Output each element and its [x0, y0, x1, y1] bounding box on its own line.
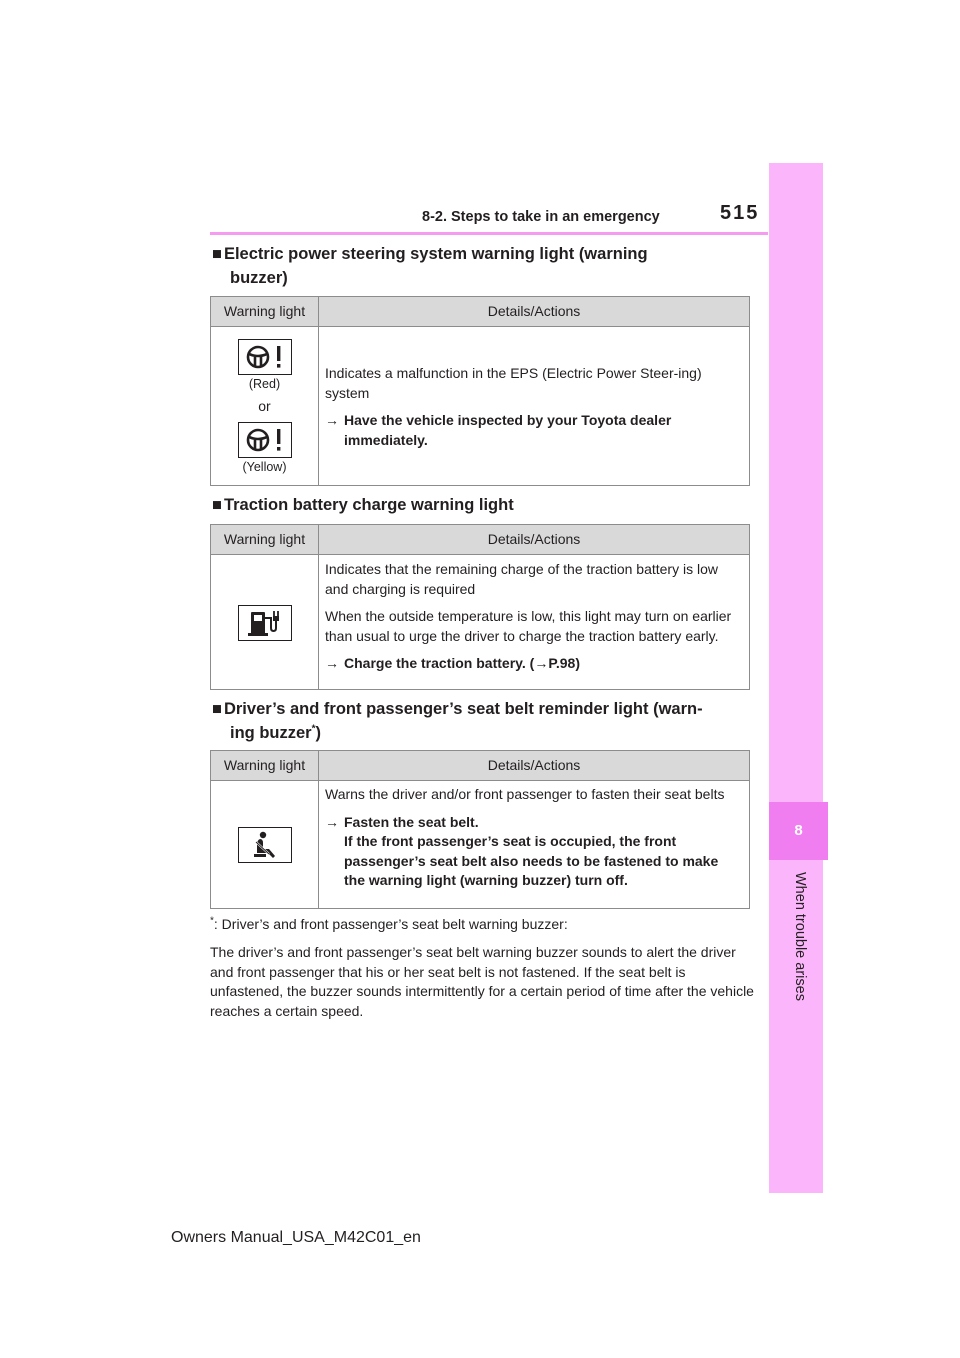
seatbelt-details-cell — [319, 781, 749, 909]
section-title: 8-2. Steps to take in an emergency — [422, 209, 660, 225]
col-details-actions: Details/Actions — [487, 303, 581, 319]
footnote-mark: * — [210, 915, 214, 927]
battery-icon-cell — [211, 555, 319, 690]
seatbelt-description: Warns the driver and/or front passenger to fasten their seat belts — [325, 786, 725, 802]
footnote-paragraph: The driver’s and front passenger’s seat belt warning buzzer sounds to alert the driver and front passenger that his or her seat belt is not fastened. If the seat belt is unfastened, the buzzer sounds intermittently for a certain period of time after the vehicle reaches a certain speed. — [210, 944, 754, 1019]
or-label: or — [258, 398, 271, 414]
battery-action — [325, 654, 743, 674]
col-warning-light: Warning light — [211, 751, 319, 780]
eps-table — [210, 296, 750, 486]
battery-details-cell — [319, 555, 749, 690]
header-rule — [210, 232, 768, 235]
table-row — [211, 555, 749, 690]
seatbelt-heading-line2 — [212, 721, 752, 745]
bullet-square: ■ — [212, 245, 222, 263]
seatbelt-table — [210, 750, 750, 909]
arrow-icon: → — [325, 813, 339, 830]
eps-heading-line1: Electric power steering system warning light (warning — [223, 245, 648, 263]
seatbelt-heading-close: ) — [315, 724, 321, 742]
ref-close: ) — [575, 655, 580, 671]
table-header-row — [211, 297, 749, 327]
table-header-row — [211, 525, 749, 555]
seatbelt-action-text-2: If the front passenger’s seat is occupied, the front passenger’s seat belt also needs to be fastened to make the warning light (warning buzzer) turn off. — [344, 833, 719, 888]
col-details-actions: Details/Actions — [487, 757, 581, 773]
footnote-label — [210, 915, 755, 935]
col-warning-light: Warning light — [211, 297, 319, 326]
table-row — [211, 327, 749, 486]
icon-caption-red: (Red) — [248, 377, 281, 391]
battery-heading-text: Traction battery charge warning light — [223, 496, 514, 514]
footnote-label-text: : Driver’s and front passenger’s seat belt warning buzzer: — [213, 916, 568, 932]
footer-manual-id: Owners Manual_USA_M42C01_en — [171, 1229, 421, 1246]
footnote-marker: * — [311, 723, 316, 735]
battery-action-text: Charge the traction battery. ( — [344, 655, 535, 671]
bullet-square: ■ — [212, 700, 222, 718]
col-details-actions: Details/Actions — [487, 531, 581, 547]
eps-action-text: Have the vehicle inspected by your Toyota dealer immediately. — [344, 412, 672, 448]
eps-description: Indicates a malfunction in the EPS (Electric Power Steer-ing) system — [325, 365, 702, 401]
page-number: 515 — [720, 202, 760, 224]
chapter-number: 8 — [794, 822, 803, 839]
seatbelt-person-icon — [238, 827, 292, 863]
battery-description-1: Indicates that the remaining charge of the traction battery is low and charging is required — [325, 561, 718, 597]
steering-wheel-exclamation-icon — [238, 422, 292, 458]
eps-heading — [212, 242, 752, 290]
arrow-icon: → — [325, 412, 339, 428]
chapter-title: When trouble arises — [792, 872, 808, 1001]
steering-wheel-exclamation-icon — [238, 339, 292, 375]
page-reference-link[interactable]: P.98 — [548, 655, 576, 671]
eps-icon-cell — [211, 327, 319, 486]
ref-arrow-icon: → — [534, 655, 549, 671]
table-header-row — [211, 751, 749, 781]
seatbelt-action — [325, 813, 743, 891]
seatbelt-action-text-1: Fasten the seat belt. — [344, 813, 479, 830]
icon-caption-yellow: (Yellow) — [242, 460, 287, 474]
chapter-side-tab — [769, 163, 823, 1193]
eps-heading-line2: buzzer) — [230, 269, 288, 287]
seatbelt-heading-line1: Driver’s and front passenger’s seat belt reminder light (warn- — [223, 700, 703, 718]
table-row — [211, 781, 749, 909]
battery-heading — [212, 493, 752, 517]
eps-details-cell — [319, 327, 749, 486]
seatbelt-icon-cell — [211, 781, 319, 909]
col-warning-light: Warning light — [211, 525, 319, 554]
fuel-pump-plug-icon — [238, 605, 292, 641]
eps-action — [325, 411, 743, 450]
chapter-number-tab — [769, 802, 828, 860]
bullet-square: ■ — [212, 496, 222, 514]
battery-table — [210, 524, 750, 690]
seatbelt-heading-line2-text: ing buzzer — [230, 724, 312, 742]
battery-description-2: When the outside temperature is low, this light may turn on earlier than usual to urge the driver to charge the traction battery early. — [325, 608, 732, 644]
seatbelt-heading — [212, 697, 752, 745]
arrow-icon: → — [325, 655, 339, 671]
